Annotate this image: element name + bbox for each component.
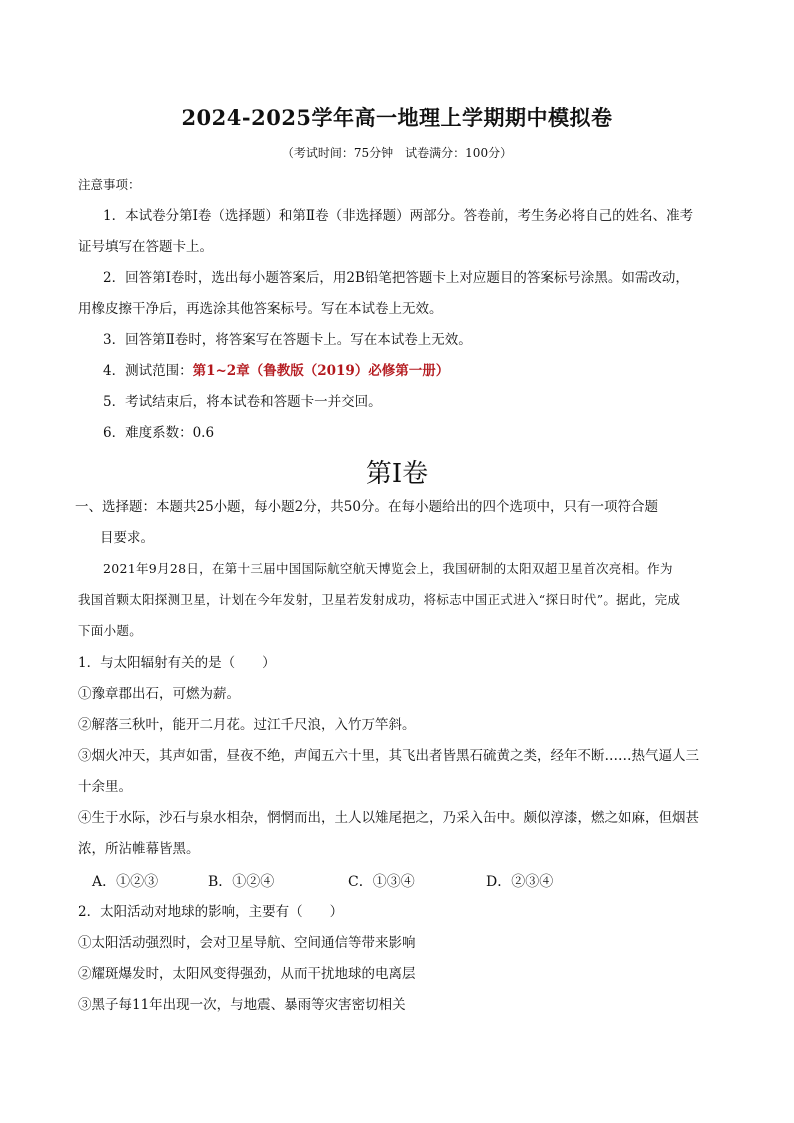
passage-line-1: 2021年9月28日，在第十三届中国国际航空航天博览会上，我国研制的太阳双超卫星首次亮相。作为 [103,561,673,576]
part1-instructions-line-2: 目要求。 [100,530,154,546]
part1-instructions-line-1: 一、选择题：本题共25小题，每小题2分，共50分。在每小题给出的四个选项中，只有一项符合题 [75,499,658,515]
section-title: 第Ⅰ卷 [365,459,429,489]
notice-item-1-line-2: 证号填写在答题卡上。 [78,239,213,255]
question-1-statement-4-line-2: 浓，所沾帷幕皆黑。 [78,841,200,857]
exam-title: 2024-2025学年高一地理上学期期中模拟卷 [181,105,613,130]
notice-item-3: 3．回答第Ⅱ卷时，将答案写在答题卡上。写在本试卷上无效。 [103,332,472,348]
exam-subtitle: （考试时间：75分钟 试卷满分：100分） [281,146,513,160]
option-a[interactable]: A．①②③ [92,874,159,890]
notice-item-2-line-1: 2．回答第Ⅰ卷时，选出每小题答案后，用2B铅笔把答题卡上对应题目的答案标号涂黑。如需改动， [103,270,689,286]
question-2-stem: 2．太阳活动对地球的影响，主要有（ ） [78,904,344,920]
question-1-options [92,871,712,893]
question-1-stem: 1．与太阳辐射有关的是（ ） [78,655,276,671]
notice-item-2-line-2: 用橡皮擦干净后，再选涂其他答案标号。写在本试卷上无效。 [78,301,443,317]
question-1-statement-3-line-2: 十余里。 [78,779,132,795]
question-1-statement-3-line-1: ③烟火冲天，其声如雷，昼夜不绝，声闻五六十里，其飞出者皆黑石硫黄之类，经年不断……热气逼人三 [78,748,699,764]
question-2-statement-1: ①太阳活动强烈时，会对卫星导航、空间通信等带来影响 [78,935,416,951]
option-b[interactable]: B．①②④ [208,874,275,890]
option-d[interactable]: D．②③④ [486,874,554,890]
notice-item-4 [103,361,723,381]
passage-line-3: 下面小题。 [78,623,143,638]
passage-line-2: 我国首颗太阳探测卫星，计划在今年发射，卫星若发射成功，将标志中国正式进入“探日时代”。据此，完成 [78,592,681,607]
question-2-statement-3: ③黑子每11年出现一次，与地震、暴雨等灾害密切相关 [78,997,406,1013]
notice-item-4-prefix: 4．测试范围： [103,363,193,379]
notice-item-5: 5．考试结束后，将本试卷和答题卡一并交回。 [103,394,382,410]
question-1-statement-1: ①豫章郡出石，可燃为薪。 [78,686,240,702]
notice-item-6: 6．难度系数：0.6 [103,425,215,441]
notice-item-1-line-1: 1．本试卷分第Ⅰ卷（选择题）和第Ⅱ卷（非选择题）两部分。答卷前，考生务必将自己的姓名、准考 [103,208,694,224]
question-1-statement-4-line-1: ④生于水际，沙石与泉水相杂，惘惘而出，土人以雉尾挹之，乃采入缶中。颇似淳漆，燃之如麻，但烟甚 [78,810,699,826]
test-range: 第1~2章（鲁教版（2019）必修第一册） [192,363,450,379]
question-2-statement-2: ②耀斑爆发时，太阳风变得强劲，从而干扰地球的电离层 [78,966,416,982]
question-1-statement-2: ②解落三秋叶，能开二月花。过江千尺浪，入竹万竿斜。 [78,717,416,733]
option-c[interactable]: C．①③④ [348,874,415,890]
notice-heading: 注意事项： [78,177,141,192]
